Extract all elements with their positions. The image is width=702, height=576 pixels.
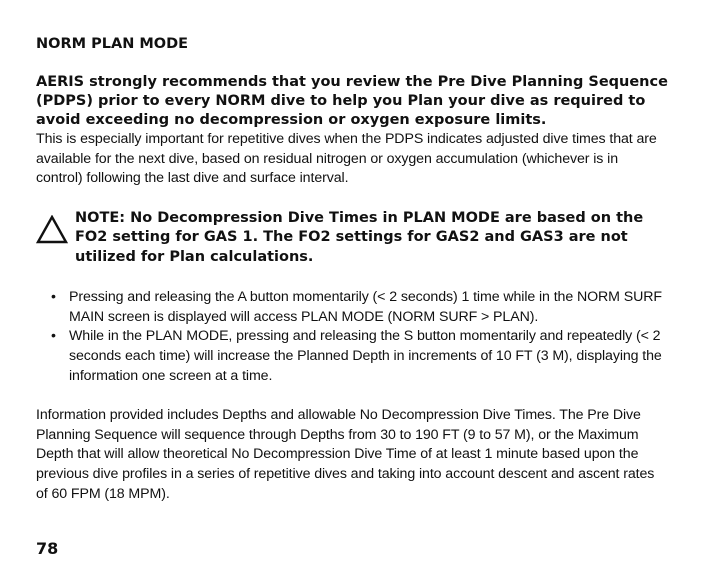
- bullet-icon: •: [51, 328, 56, 345]
- list-item-text: Pressing and releasing the A button momentarily (< 2 seconds) 1 time while in the NORM SURF MAIN screen is displayed will access PLAN MODE (NORM SURF > PLAN).: [69, 289, 662, 325]
- list-item: [36, 288, 668, 327]
- warning-triangle-icon: [36, 215, 68, 244]
- information-paragraph: Information provided includes Depths and allowable No Decompression Dive Times. The Pre Dive Planning Sequence will sequence through Depths from 30 to 190 FT (9 to 57 M), or the Maximum Depth that will allow theoretical No Decompression Dive Time of at least 1 minute based upon the previous dive profiles in a series of repetitive dives and taking into account descent and ascent rates of 60 FPM (18 MPM).: [36, 407, 655, 502]
- bullet-list: [36, 288, 668, 386]
- note-text: NOTE: No Decompression Dive Times in PLAN MODE are based on the FO2 setting for GAS 1. The FO2 settings for GAS2 and GAS3 are not utilized for Plan calculations.: [75, 209, 644, 265]
- recommendation-bold-text: AERIS strongly recommends that you review the Pre Dive Planning Sequence (PDPS) prior to every NORM dive to help you Plan your dive as required to avoid exceeding no decompression or oxygen exposure limits.: [36, 74, 668, 128]
- recommendation-body-text: This is especially important for repetitive dives when the PDPS indicates adjusted dive times that are available for the next dive, based on residual nitrogen or oxygen accumulation (whichever is in control) following the last dive and surface interval.: [36, 131, 657, 187]
- page-number: 78: [36, 539, 59, 558]
- list-item: [36, 327, 668, 386]
- note-block: [36, 209, 668, 268]
- bullet-icon: •: [51, 289, 56, 306]
- manual-page: [36, 34, 668, 504]
- list-item-text: While in the PLAN MODE, pressing and releasing the S button momentarily and repeatedly (< 2 seconds each time) will increase the Planned Depth in increments of 10 FT (3 M), displaying the information one screen at a time.: [69, 328, 662, 384]
- section-heading: NORM PLAN MODE: [36, 36, 189, 52]
